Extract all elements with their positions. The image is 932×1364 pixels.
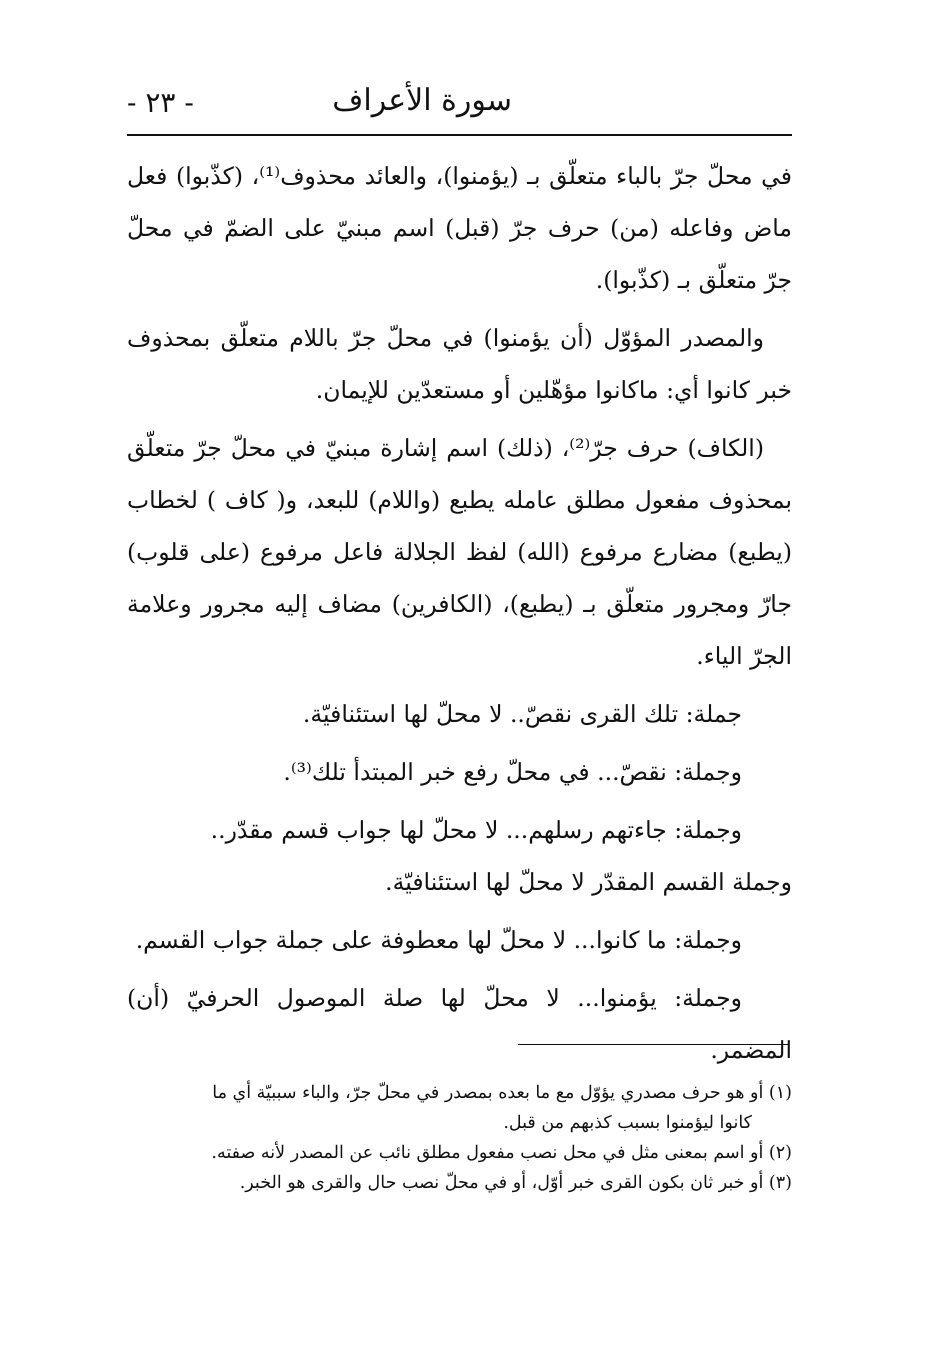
surah-title: سورة الأعراف bbox=[332, 83, 512, 118]
page-number: - ٢٣ - bbox=[127, 86, 194, 119]
sentence-analysis-2: وجملة: نقصّ... في محلّ رفع خبر المبتدأ تلك⁽³⁾. bbox=[283, 758, 742, 786]
sentence-analysis-1: جملة: تلك القرى نقصّ.. لا محلّ لها استئنافيّة. bbox=[302, 700, 742, 728]
paragraph-2: والمصدر المؤوّل (أن يؤمنوا) في محلّ جرّ باللام متعلّق بمحذوف خبر كانوا أي: ماكانوا مؤهّلين أو مستعدّين للإيمان. bbox=[127, 324, 792, 404]
main-text bbox=[127, 150, 792, 1082]
footnote-2: (٢) أو اسم بمعنى مثل في محل نصب مفعول مطلق نائب عن المصدر لأنه صفته. bbox=[211, 1143, 792, 1163]
footnote-1-cont: كانوا ليؤمنوا بسبب كذبهم من قبل. bbox=[503, 1113, 752, 1133]
paragraph-1: في محلّ جرّ بالباء متعلّق بـ (يؤمنوا)، والعائد محذوف⁽¹⁾، (كذّبوا) فعل ماض وفاعله (من) حرف جرّ (قبل) اسم مبنيّ على الضمّ في محلّ جرّ متعلّق بـ (كذّبوا). bbox=[127, 162, 793, 294]
footnotes bbox=[118, 1078, 792, 1198]
sentence-analysis-3-line: وجملة: جاءتهم رسلهم... لا محلّ لها جواب قسم مقدّر.. bbox=[210, 816, 742, 844]
sentence-analysis-3-cont: وجملة القسم المقدّر لا محلّ لها استئنافيّة. bbox=[385, 868, 792, 896]
footnote-1: (١) أو هو حرف مصدري يؤوّل مع ما بعده بمصدر في محلّ جرّ، والباء سببيّة أي ما bbox=[212, 1083, 792, 1103]
paragraph-3: (الكاف) حرف جرّ⁽²⁾، (ذلك) اسم إشارة مبنيّ في محلّ جرّ متعلّق بمحذوف مفعول مطلق عامله يطبع (واللام) للبعد، و( كاف ) لخطاب (يطبع) مضارع مرفوع (الله) لفظ الجلالة فاعل مرفوع (على قلوب) جارّ ومجرور متعلّق بـ (يطبع)، (الكافرين) مضاف إليه مجرور وعلامة الجرّ الياء. bbox=[127, 434, 792, 670]
header-divider bbox=[127, 134, 792, 136]
sentence-analysis-3 bbox=[127, 804, 792, 908]
sentence-analysis-4: وجملة: ما كانوا... لا محلّ لها معطوفة على جملة جواب القسم. bbox=[135, 926, 742, 954]
sentence-analysis-5: وجملة: يؤمنوا... لا محلّ لها صلة الموصول الحرفيّ (أن) المضمر. bbox=[127, 984, 792, 1064]
footnote-3: (٣) أو خبر ثان بكون القرى خبر أوّل، أو في محلّ نصب حال والقرى هو الخبر. bbox=[239, 1173, 792, 1193]
page-header bbox=[127, 78, 792, 128]
footnote-divider bbox=[518, 1044, 788, 1045]
